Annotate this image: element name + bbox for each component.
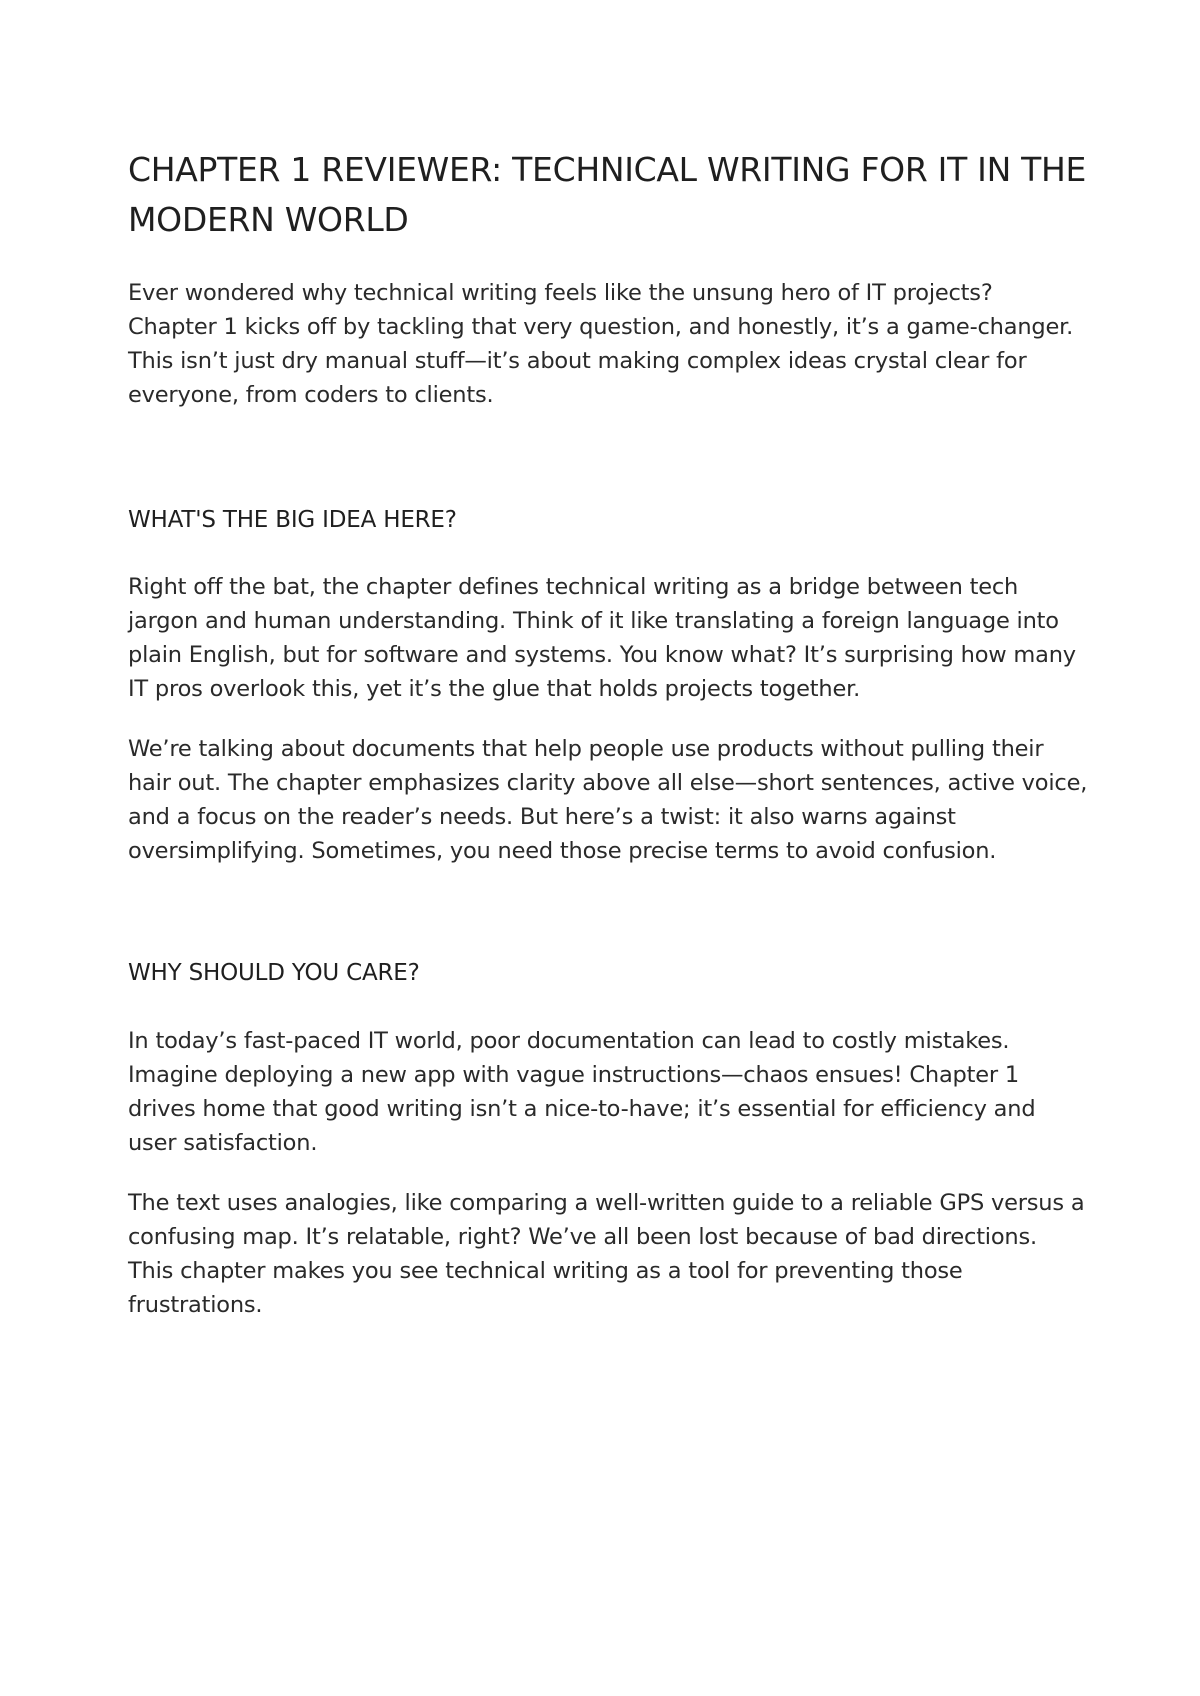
- section-paragraph: Right off the bat, the chapter defines technical writing as a bridge between tech jargon and human understanding. Think of it like translating a foreign language into plain English, but for software and systems. You know what? It’s surprising how many IT pros overlook this, yet it’s the glue that holds projects together.: [128, 574, 1076, 702]
- section-heading-big-idea: WHAT'S THE BIG IDEA HERE?: [128, 507, 457, 533]
- intro-paragraph: Ever wondered why technical writing feels like the unsung hero of IT projects? Chapter 1 kicks off by tackling that very question, and honestly, it’s a game-changer. This isn’t just dry manual stuff—it’s about making complex ideas crystal clear for everyone, from coders to clients.: [128, 280, 1074, 408]
- section-paragraph: In today’s fast-paced IT world, poor documentation can lead to costly mistakes. Imagine deploying a new app with vague instructions—chaos ensues! Chapter 1 drives home that good writing isn’t a nice-to-have; it’s essential for efficiency and user satisfaction.: [128, 1028, 1036, 1156]
- document-title: CHAPTER 1 REVIEWER: TECHNICAL WRITING FOR IT IN THE MODERN WORLD: [128, 150, 1087, 239]
- section-paragraph: The text uses analogies, like comparing a well-written guide to a reliable GPS versus a confusing map. It’s relatable, right? We’ve all been lost because of bad directions. This chapter makes you see technical writing as a tool for preventing those frustrations.: [128, 1190, 1085, 1318]
- section-paragraph: We’re talking about documents that help people use products without pulling their hair out. The chapter emphasizes clarity above all else—short sentences, active voice, and a focus on the reader’s needs. But here’s a twist: it also warns against oversimplifying. Sometimes, you need those precise terms to avoid confusion.: [128, 736, 1088, 864]
- section-heading-why-care: WHY SHOULD YOU CARE?: [128, 960, 420, 986]
